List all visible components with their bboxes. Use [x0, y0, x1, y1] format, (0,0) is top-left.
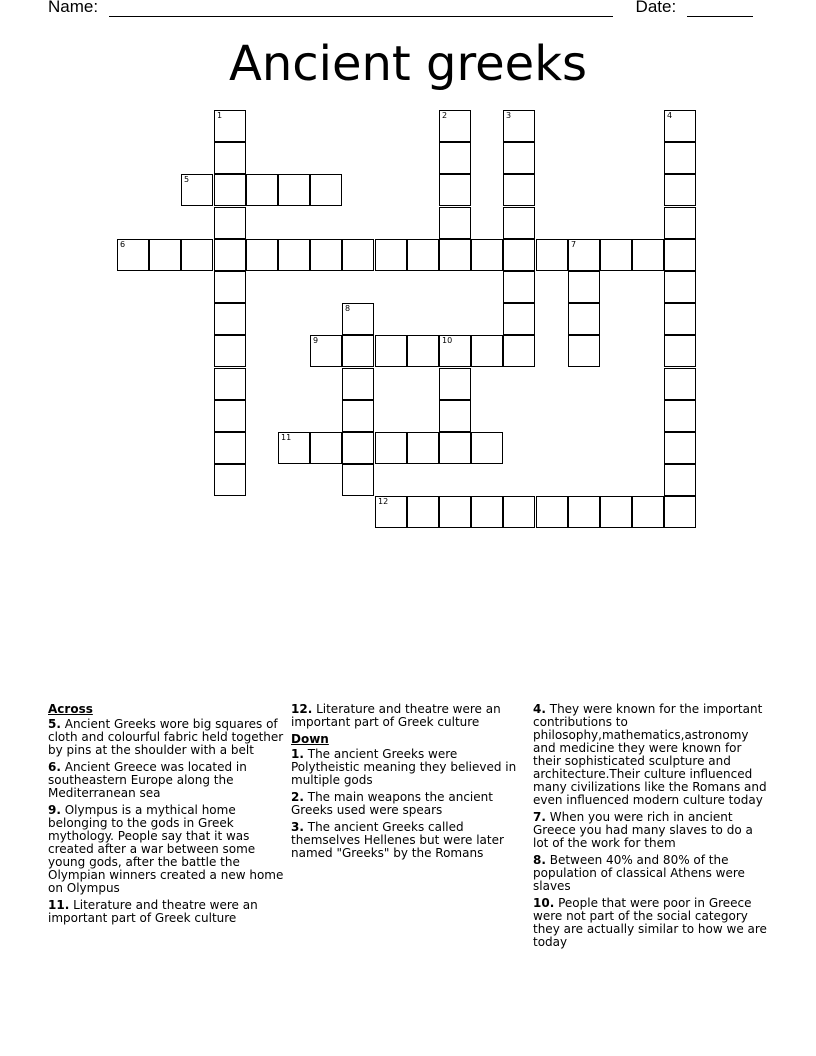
grid-cell[interactable]	[503, 142, 535, 174]
clue-number: 5	[184, 175, 190, 184]
grid-cell[interactable]	[439, 207, 471, 239]
grid-cell[interactable]	[214, 335, 246, 367]
across-clue	[291, 703, 527, 729]
grid-cell[interactable]	[439, 432, 471, 464]
clue-number: 10	[442, 336, 453, 345]
grid-cell[interactable]	[664, 432, 696, 464]
grid-cell[interactable]	[214, 368, 246, 400]
grid-cell[interactable]	[214, 303, 246, 335]
grid-cell[interactable]	[664, 239, 696, 271]
clue-num: 6.	[48, 760, 61, 774]
clue-number: 4	[667, 111, 673, 120]
grid-cell[interactable]	[664, 303, 696, 335]
grid-cell[interactable]	[503, 239, 535, 271]
clue-text: They were known for the important contributions to philosophy,mathematics,astronomy and medicine they were known for their sophisticated sculpture and architecture.Their culture influenced many civilizations like the Romans and even influenced modern culture today	[533, 702, 767, 807]
down-clue-list-cont	[533, 703, 769, 949]
clue-text: Literature and theatre were an important part of Greek culture	[291, 702, 501, 729]
grid-cell[interactable]	[214, 142, 246, 174]
clue-text: The ancient Greeks were Polytheistic meaning they believed in multiple gods	[291, 747, 517, 787]
down-clue	[533, 854, 769, 893]
clue-num: 9.	[48, 803, 61, 817]
clue-number: 8	[345, 304, 351, 313]
grid-cell[interactable]	[439, 239, 471, 271]
clue-number: 3	[506, 111, 512, 120]
grid-cell[interactable]	[664, 464, 696, 496]
down-clue	[533, 703, 769, 807]
across-clue	[48, 804, 284, 895]
grid-cell[interactable]	[214, 432, 246, 464]
grid-cell[interactable]	[568, 303, 600, 335]
grid-cell[interactable]	[503, 207, 535, 239]
page-title: Ancient greeks	[228, 36, 588, 92]
clues-column-3	[533, 703, 769, 953]
grid-cell[interactable]	[278, 239, 310, 271]
clue-text: When you were rich in ancient Greece you had many slaves to do a lot of the work for them	[533, 810, 753, 850]
grid-cell[interactable]	[664, 368, 696, 400]
clue-number: 9	[313, 336, 319, 345]
grid-cell[interactable]	[664, 271, 696, 303]
grid-cell[interactable]	[214, 239, 246, 271]
grid-cell[interactable]	[342, 239, 374, 271]
down-clue	[291, 791, 527, 817]
grid-cell[interactable]	[407, 432, 439, 464]
grid-cell[interactable]	[568, 335, 600, 367]
clue-num: 12.	[291, 702, 313, 716]
clue-number: 1	[217, 111, 223, 120]
clue-text: Ancient Greeks wore big squares of cloth and colourful fabric held together by pins at the shoulder with a belt	[48, 717, 284, 757]
grid-cell[interactable]	[600, 496, 632, 528]
across-clue-list	[48, 718, 284, 925]
grid-cell[interactable]	[310, 174, 342, 206]
grid-cell[interactable]	[342, 432, 374, 464]
grid-cell[interactable]	[342, 464, 374, 496]
clue-text: People that were poor in Greece were not part of the social category they are actually similar to how we are today	[533, 896, 767, 949]
grid-cell[interactable]	[536, 496, 568, 528]
clue-number: 11	[281, 433, 292, 442]
grid-cell[interactable]	[439, 174, 471, 206]
across-clue	[48, 761, 284, 800]
grid-cell[interactable]	[503, 271, 535, 303]
clue-num: 10.	[533, 896, 555, 910]
clue-num: 4.	[533, 702, 546, 716]
grid-cell[interactable]	[632, 239, 664, 271]
grid-cell[interactable]	[503, 174, 535, 206]
grid-cell[interactable]	[310, 239, 342, 271]
down-clue	[533, 897, 769, 949]
grid-cell[interactable]	[439, 368, 471, 400]
grid-cell[interactable]	[407, 239, 439, 271]
grid-cell[interactable]	[407, 496, 439, 528]
name-label: Name:	[48, 0, 99, 16]
grid-cell[interactable]	[471, 432, 503, 464]
grid-cell[interactable]	[568, 271, 600, 303]
grid-cell[interactable]	[439, 335, 471, 367]
grid-cell[interactable]	[214, 400, 246, 432]
grid-cell[interactable]	[503, 496, 535, 528]
across-clue	[48, 899, 284, 925]
grid-cell[interactable]	[278, 432, 310, 464]
grid-cell[interactable]	[375, 335, 407, 367]
grid-cell[interactable]	[246, 239, 278, 271]
grid-cell[interactable]	[278, 174, 310, 206]
clue-num: 8.	[533, 853, 546, 867]
grid-cell[interactable]	[664, 400, 696, 432]
grid-cell[interactable]	[214, 271, 246, 303]
grid-cell[interactable]	[214, 464, 246, 496]
grid-cell[interactable]	[664, 335, 696, 367]
grid-cell[interactable]	[117, 239, 149, 271]
grid-cell[interactable]	[664, 496, 696, 528]
grid-cell[interactable]	[342, 400, 374, 432]
clue-text: The ancient Greeks called themselves Hellenes but were later named "Greeks" by the Romans	[291, 820, 504, 860]
across-clue	[48, 718, 284, 757]
grid-cell[interactable]	[664, 207, 696, 239]
grid-cell[interactable]	[342, 335, 374, 367]
grid-cell[interactable]	[310, 432, 342, 464]
grid-cell[interactable]	[214, 207, 246, 239]
clue-num: 3.	[291, 820, 304, 834]
date-label: Date:	[635, 0, 677, 16]
grid-cell[interactable]	[568, 239, 600, 271]
across-heading: Across	[48, 702, 93, 716]
grid-cell[interactable]	[375, 432, 407, 464]
grid-cell[interactable]	[342, 368, 374, 400]
clue-text: Olympus is a mythical home belonging to the gods in Greek mythology. People say that it was created after a war between some young gods, after the battle the Olympian winners created a new home on Olympus	[48, 803, 284, 895]
grid-cell[interactable]	[568, 496, 600, 528]
across-clue-list-cont	[291, 703, 527, 729]
grid-cell[interactable]	[439, 142, 471, 174]
down-clue	[291, 748, 527, 787]
clue-number: 2	[442, 111, 448, 120]
grid-cell[interactable]	[246, 174, 278, 206]
grid-cell[interactable]	[214, 174, 246, 206]
clue-number: 12	[378, 497, 389, 506]
clue-text: Ancient Greece was located in southeastern Europe along the Mediterranean sea	[48, 760, 247, 800]
grid-cell[interactable]	[310, 335, 342, 367]
clue-text: Literature and theatre were an important part of Greek culture	[48, 898, 258, 925]
grid-cell[interactable]	[439, 400, 471, 432]
down-heading: Down	[291, 732, 329, 746]
grid-cell[interactable]	[439, 110, 471, 142]
grid-cell[interactable]	[471, 496, 503, 528]
down-clue-list	[291, 748, 527, 860]
grid-cell[interactable]	[181, 239, 213, 271]
clue-text: Between 40% and 80% of the population of classical Athens were slaves	[533, 853, 745, 893]
down-clue	[533, 811, 769, 850]
down-clue	[291, 821, 527, 860]
grid-cell[interactable]	[181, 174, 213, 206]
grid-cell[interactable]	[664, 110, 696, 142]
clue-num: 7.	[533, 810, 546, 824]
clues-column-1	[48, 703, 284, 929]
grid-cell[interactable]	[536, 239, 568, 271]
grid-cell[interactable]	[407, 335, 439, 367]
grid-cell[interactable]	[214, 110, 246, 142]
grid-cell[interactable]	[375, 496, 407, 528]
grid-cell[interactable]	[471, 239, 503, 271]
clue-number: 7	[571, 240, 577, 249]
clues-column-2	[291, 703, 527, 864]
grid-cell[interactable]	[503, 303, 535, 335]
grid-cell[interactable]	[503, 110, 535, 142]
clue-num: 1.	[291, 747, 304, 761]
grid-cell[interactable]	[342, 303, 374, 335]
clue-num: 5.	[48, 717, 61, 731]
grid-cell[interactable]	[664, 142, 696, 174]
clue-num: 2.	[291, 790, 304, 804]
grid-cell[interactable]	[664, 174, 696, 206]
clue-number: 6	[120, 240, 126, 249]
grid-cell[interactable]	[632, 496, 664, 528]
grid-cell[interactable]	[471, 335, 503, 367]
clue-num: 11.	[48, 898, 70, 912]
clue-text: The main weapons the ancient Greeks used were spears	[291, 790, 493, 817]
grid-cell[interactable]	[503, 335, 535, 367]
grid-cell[interactable]	[439, 496, 471, 528]
grid-cell[interactable]	[149, 239, 181, 271]
grid-cell[interactable]	[375, 239, 407, 271]
grid-cell[interactable]	[600, 239, 632, 271]
